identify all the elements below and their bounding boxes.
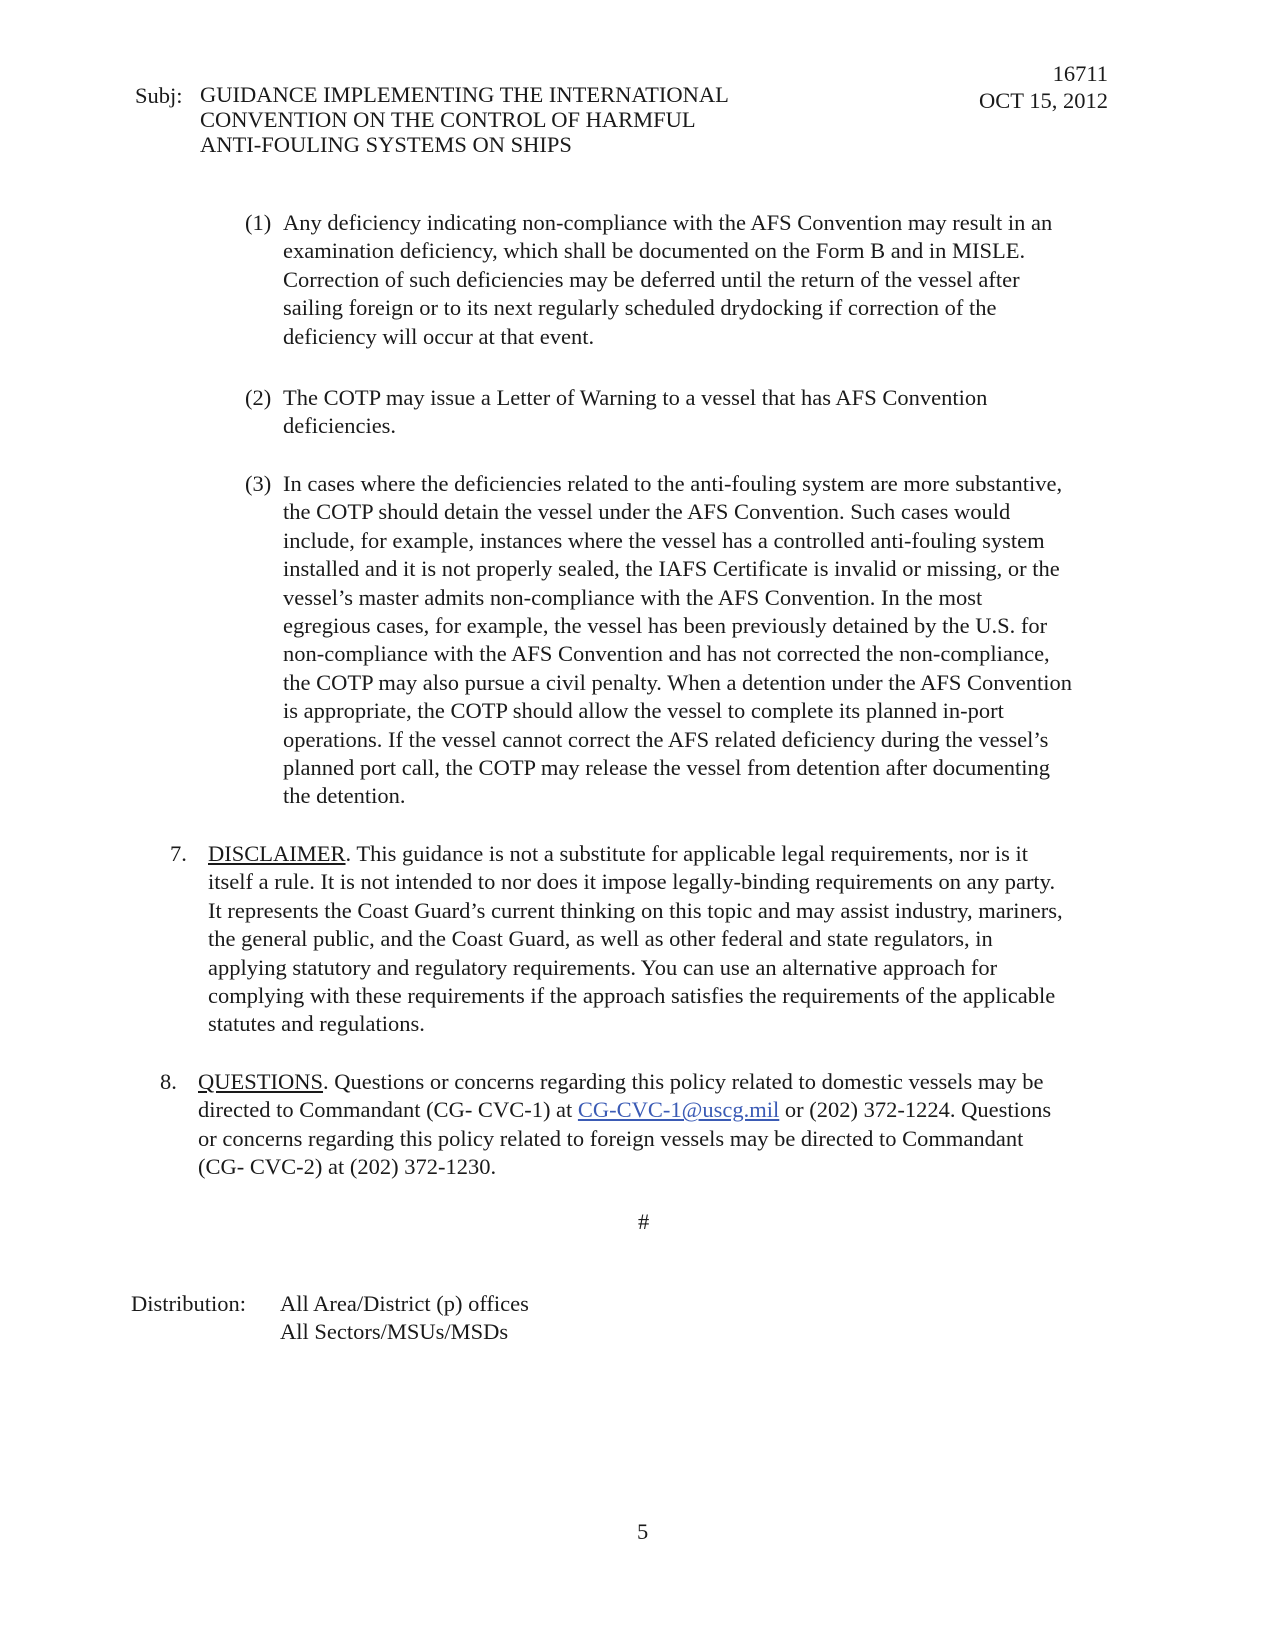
text-line: It represents the Coast Guard’s current thinking on this topic and may assist industry, mariners, <box>208 897 1063 923</box>
text-line: egregious cases, for example, the vessel has been previously detained by the U.S. for <box>283 613 1048 639</box>
text-line: vessel’s master admits non-compliance with the AFS Convention. In the most <box>283 584 983 610</box>
text-line: Correction of such deficiencies may be deferred until the return of the vessel after <box>283 266 1020 292</box>
text-line: applying statutory and regulatory requirements. You can use an alternative approach for <box>208 954 998 980</box>
text-line: deficiency will occur at that event. <box>283 323 595 349</box>
text-line: examination deficiency, which shall be documented on the Form B and in MISLE. <box>283 238 1026 264</box>
text-line: In cases where the deficiencies related to the anti-fouling system are more substantive, <box>283 471 1063 496</box>
text-line: operations. If the vessel cannot correct the AFS related deficiency during the vessel’s <box>283 726 1049 752</box>
text-line: the COTP may also pursue a civil penalty. When a detention under the AFS Convention <box>283 669 1073 695</box>
subject-line: ANTI-FOULING SYSTEMS ON SHIPS <box>200 132 572 157</box>
text-line: (CG- CVC-2) at (202) 372-1230. <box>198 1154 497 1180</box>
subitem-text <box>283 209 1163 351</box>
distribution-item: All Area/District (p) offices <box>280 1291 529 1316</box>
text-line: itself a rule. It is not intended to nor does it impose legally-binding requirements on any party. <box>208 869 1056 895</box>
text-line: installed and it is not properly sealed, the IAFS Certificate is invalid or missing, or the <box>283 556 1060 582</box>
text-line: Any deficiency indicating non-compliance with the AFS Convention may result in an <box>283 210 1053 235</box>
disclaimer-heading: DISCLAIMER <box>208 841 346 866</box>
email-link[interactable]: CG-CVC-1@uscg.mil <box>577 1097 780 1123</box>
end-marker: # <box>638 1209 650 1234</box>
text-line: or concerns regarding this policy related to foreign vessels may be directed to Commandant <box>198 1125 1024 1151</box>
text-line: complying with these requirements if the approach satisfies the requirements of the applicable <box>208 983 1056 1009</box>
questions-heading: QUESTIONS <box>198 1069 324 1094</box>
document-number: 16711 <box>1052 61 1108 86</box>
text-line: sailing foreign or to its next regularly scheduled drydocking if correction of the <box>283 295 997 321</box>
text-line <box>198 1068 1188 1096</box>
text-line-before: directed to Commandant (CG- CVC-1) at <box>198 1097 578 1123</box>
subitem-number: (1) <box>245 210 272 235</box>
text-line-rest: . This guidance is not a substitute for applicable legal requirements, nor is it <box>345 841 1029 866</box>
questions-text <box>198 1068 1188 1182</box>
distribution-item: All Sectors/MSUs/MSDs <box>280 1319 509 1345</box>
text-line: non-compliance with the AFS Convention and has not corrected the non-compliance, <box>283 641 1050 667</box>
distribution-label: Distribution: <box>131 1291 247 1316</box>
text-line: the COTP should detain the vessel under the AFS Convention. Such cases would <box>283 499 1011 525</box>
text-line: the general public, and the Coast Guard, as well as other federal and state regulators, in <box>208 926 993 952</box>
document-date: OCT 15, 2012 <box>979 88 1108 113</box>
text-line-after: or (202) 372-1224. Questions <box>779 1097 1052 1123</box>
text-line: planned port call, the COTP may release the vessel from detention after documenting <box>283 755 1051 781</box>
subject-line: GUIDANCE IMPLEMENTING THE INTERNATIONAL <box>200 82 729 107</box>
text-line: is appropriate, the COTP should allow the vessel to complete its planned in-port <box>283 698 1004 724</box>
subitem-number: (2) <box>245 385 272 410</box>
subitem-text <box>283 384 1163 441</box>
text-line: include, for example, instances where the vessel has a controlled anti-fouling system <box>283 527 1045 553</box>
text-line-rest: . Questions or concerns regarding this policy related to domestic vessels may be <box>323 1069 1044 1094</box>
subject-text <box>200 82 729 157</box>
page-number: 5 <box>637 1519 649 1544</box>
subitem-text <box>283 470 1163 811</box>
text-line: deficiencies. <box>283 413 397 439</box>
text-line <box>208 840 1198 868</box>
subject-label: Subj: <box>135 83 183 108</box>
disclaimer-text <box>208 840 1198 1039</box>
section-number: 8. <box>160 1069 177 1094</box>
text-line: the detention. <box>283 783 406 809</box>
subject-line: CONVENTION ON THE CONTROL OF HARMFUL <box>200 107 696 132</box>
header-reference <box>958 60 1108 114</box>
text-line <box>198 1096 1188 1124</box>
subitem-number: (3) <box>245 471 272 496</box>
section-number: 7. <box>170 841 187 866</box>
text-line: The COTP may issue a Letter of Warning to a vessel that has AFS Convention <box>283 385 988 410</box>
text-line: statutes and regulations. <box>208 1011 425 1037</box>
distribution-list <box>280 1290 529 1347</box>
